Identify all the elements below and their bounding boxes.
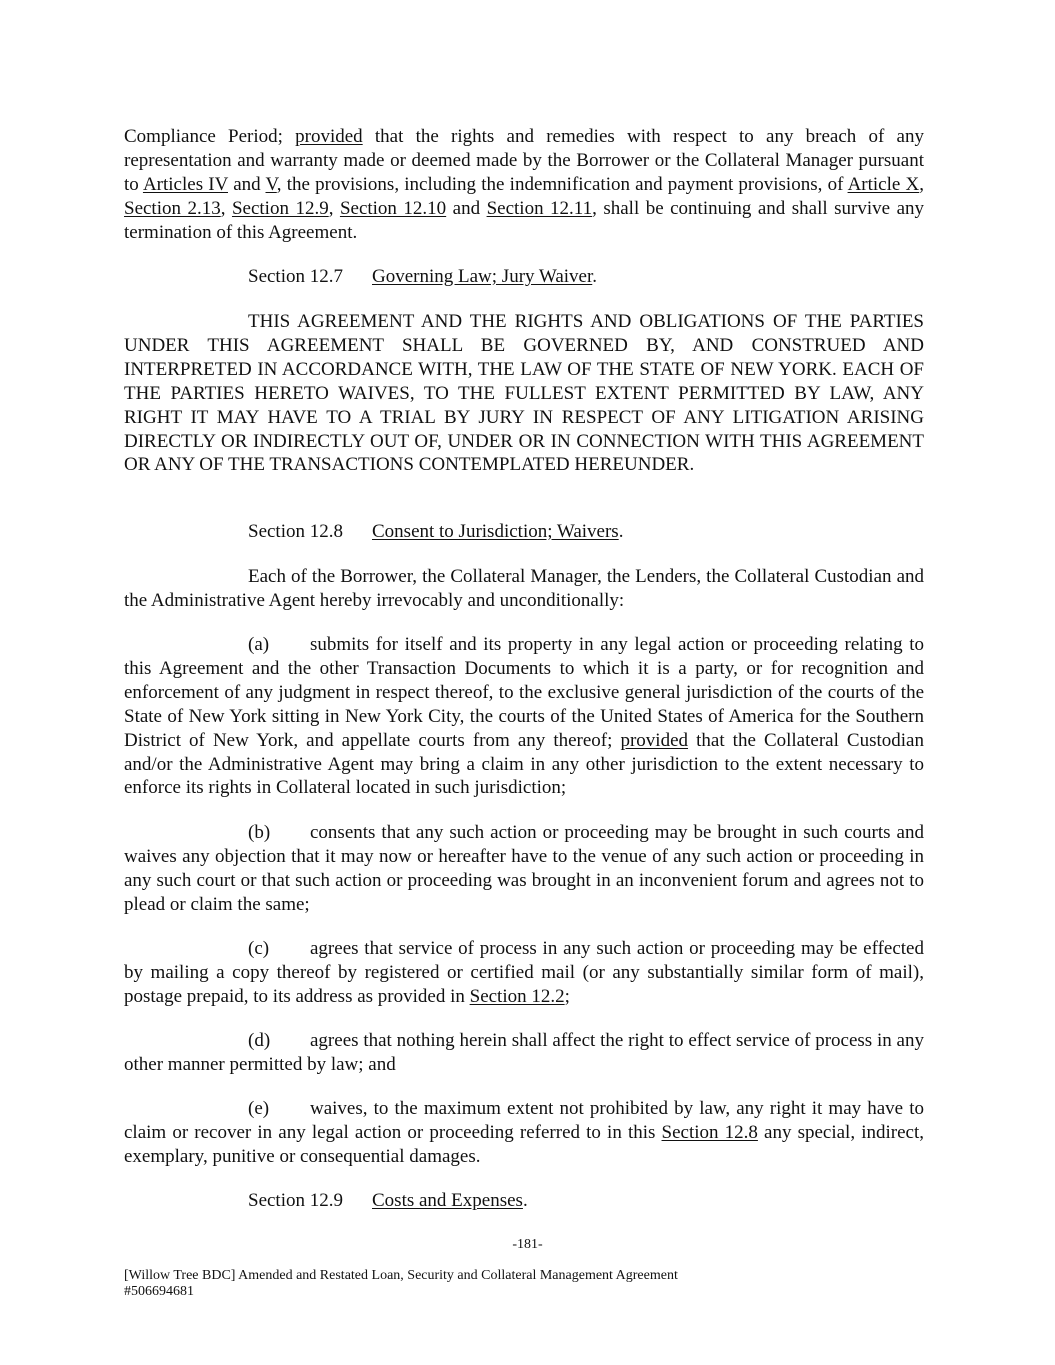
governing-law-paragraph: THIS AGREEMENT AND THE RIGHTS AND OBLIGATIONS OF THE PARTIES UNDER THIS AGREEMENT SHALL BE GOVERNED BY, AND CONSTRUED AND INTERPRETED IN ACCORDANCE WITH, THE LAW OF THE STATE OF NEW YORK. EACH OF THE PARTIES HERETO WAIVES, TO THE FULLEST EXTENT PERMITTED BY LAW, ANY RIGHT IT MAY HAVE TO A TRIAL BY JURY IN RESPECT OF ANY LITIGATION ARISING DIRECTLY OR INDIRECTLY OUT OF, UNDER OR IN CONNECTION WITH THIS AGREEMENT OR ANY OF THE TRANSACTIONS CONTEMPLATED HEREUNDER. — [124, 311, 924, 476]
section-12-11-ref: Section 12.11 — [486, 197, 593, 219]
footer-doc-id: #506694681 — [124, 1284, 194, 1299]
item-e-label: (e) — [248, 1098, 270, 1119]
consent-intro-paragraph: Each of the Borrower, the Collateral Manager, the Lenders, the Collateral Custodian and the Administrative Agent hereby irrevocably and unconditionally: — [124, 566, 924, 611]
provided-term: provided — [620, 729, 689, 751]
item-a-label: (a) — [248, 634, 270, 655]
item-c: (c) agrees that service of process in any such action or proceeding may be effected by mailing a copy thereof by registered or certified mail (or any substantially similar form of mail), postage prepaid, to its address as provided in Section 12.2; — [124, 938, 924, 1007]
section-12-8-ref: Section 12.8 — [661, 1121, 758, 1143]
article-v-ref: V — [265, 173, 277, 195]
item-b: (b) consents that any such action or proceeding may be brought in such courts and waives any objection that it may now or hereafter have to the venue of any such action or proceeding in any such court or that such action or proceeding was brought in an inconvenient forum and agrees not to plead or claim the same; — [124, 822, 924, 915]
section-12-10-ref: Section 12.10 — [339, 197, 447, 219]
section-12-2-ref: Section 12.2 — [469, 985, 565, 1007]
page-number: -181- — [512, 1237, 543, 1252]
document-footer — [124, 1268, 678, 1300]
item-d: (d) agrees that nothing herein shall affect the right to effect service of process in any other manner permitted by law; and — [124, 1030, 924, 1075]
section-12-8-heading: Section 12.8 Consent to Jurisdiction; Waivers. — [248, 521, 624, 542]
footer-doc-title: [Willow Tree BDC] Amended and Restated Loan, Security and Collateral Management Agreement — [124, 1268, 678, 1283]
articles-iv-ref: Articles IV — [142, 173, 228, 195]
item-a: (a) submits for itself and its property in any legal action or proceeding relating to this Agreement and the other Transaction Documents to which it is a party, or for recognition and enforcement of any judgment in respect thereof, to the exclusive general jurisdiction of the courts of the State of New York sitting in New York City, the courts of the United States of America for the Southern District of New York, and appellate courts from any thereof; provided that the Collateral Custodian and/or the Administrative Agent may bring a claim in any other jurisdiction to the extent necessary to enforce its rights in Collateral located in such jurisdiction; — [124, 634, 924, 799]
provided-term: provided — [295, 126, 363, 147]
section-2-13-ref: Section 2.13 — [124, 197, 221, 219]
section-12-9-title: Costs and Expenses — [372, 1190, 523, 1211]
section-12-9-ref: Section 12.9 — [231, 197, 329, 219]
item-b-label: (b) — [248, 822, 271, 843]
intro-paragraph: Compliance Period; provided that the rights and remedies with respect to any breach of any representation and warranty made or deemed made by the Borrower or the Collateral Manager pursuant to Articles IV and V, the provisions, including the indemnification and payment provisions, of Article X, Section 2.13, Section 12.9, Section 12.10 and Section 12.11, shall be continuing and shall survive any termination of this Agreement. — [124, 126, 925, 243]
article-x-ref: Article X — [847, 173, 920, 195]
section-12-8-title: Consent to Jurisdiction; Waivers — [372, 521, 619, 542]
section-12-7-heading: Section 12.7 Governing Law; Jury Waiver. — [248, 266, 598, 287]
item-e: (e) waives, to the maximum extent not prohibited by law, any right it may have to claim or recover in any legal action or proceeding referred to in this Section 12.8 any special, indirect, exemplary, punitive or consequential damages. — [124, 1098, 924, 1167]
item-c-label: (c) — [248, 938, 270, 959]
section-12-7-title: Governing Law; Jury Waiver — [372, 266, 593, 287]
section-12-9-heading: Section 12.9 Costs and Expenses. — [248, 1190, 528, 1211]
item-d-label: (d) — [248, 1030, 271, 1051]
